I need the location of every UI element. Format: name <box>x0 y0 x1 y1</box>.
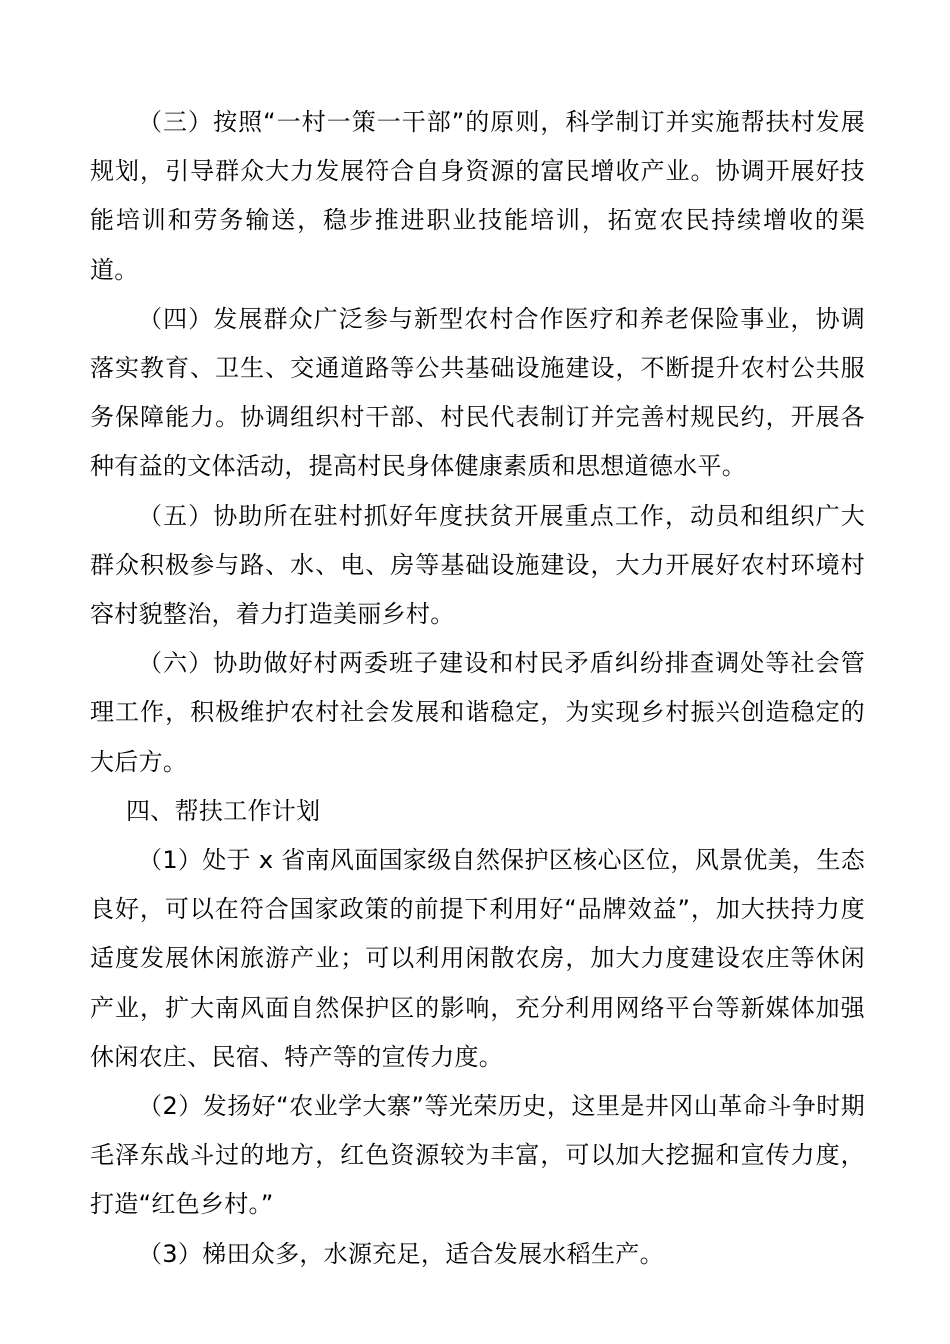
plan-item-3: （3）梯田众多，水源充足，适合发展水稻生产。 <box>138 1239 664 1268</box>
paragraph-three: （三）按照“一村一策一干部”的原则，科学制订并实施帮扶村发展规划，引导群众大力发展符合自身资源的富民增收产业。协调开展好技能培训和劳务输送，稳步推进职业技能培训，拓宽农民持续增收的渠道。 <box>90 108 865 284</box>
document-body <box>90 98 865 1279</box>
paragraph-six: （六）协助做好村两委班子建设和村民矛盾纠纷排查调处等社会管理工作，积极维护农村社会发展和谐稳定，为实现乡村振兴创造稳定的大后方。 <box>90 649 865 776</box>
plan-item-1: （1）处于 x 省南风面国家级自然保护区核心区位，风景优美，生态良好，可以在符合国家政策的前提下利用好“品牌效益”，加大扶持力度适度发展休闲旅游产业；可以利用闲散农房，加大力度建设农庄等休闲产业，扩大南风面自然保护区的影响，充分利用网络平台等新媒体加强休闲农庄、民宿、特产等的宣传力度。 <box>90 846 865 1071</box>
plan-item-2: （2）发扬好“农业学大寨”等光荣历史，这里是井冈山革命斗争时期毛泽东战斗过的地方，红色资源较为丰富，可以加大挖掘和宣传力度，打造“红色乡村。” <box>90 1092 865 1219</box>
paragraph-four: （四）发展群众广泛参与新型农村合作医疗和养老保险事业，协调落实教育、卫生、交通道路等公共基础设施建设，不断提升农村公共服务保障能力。协调组织村干部、村民代表制订并完善村规民约，开展各种有益的文体活动，提高村民身体健康素质和思想道德水平。 <box>90 304 865 481</box>
section-heading: 四、帮扶工作计划 <box>126 796 321 825</box>
paragraph-five: （五）协助所在驻村抓好年度扶贫开展重点工作，动员和组织广大群众积极参与路、水、电、房等基础设施建设，大力开展好农村环境村容村貌整治，着力打造美丽乡村。 <box>90 501 865 629</box>
